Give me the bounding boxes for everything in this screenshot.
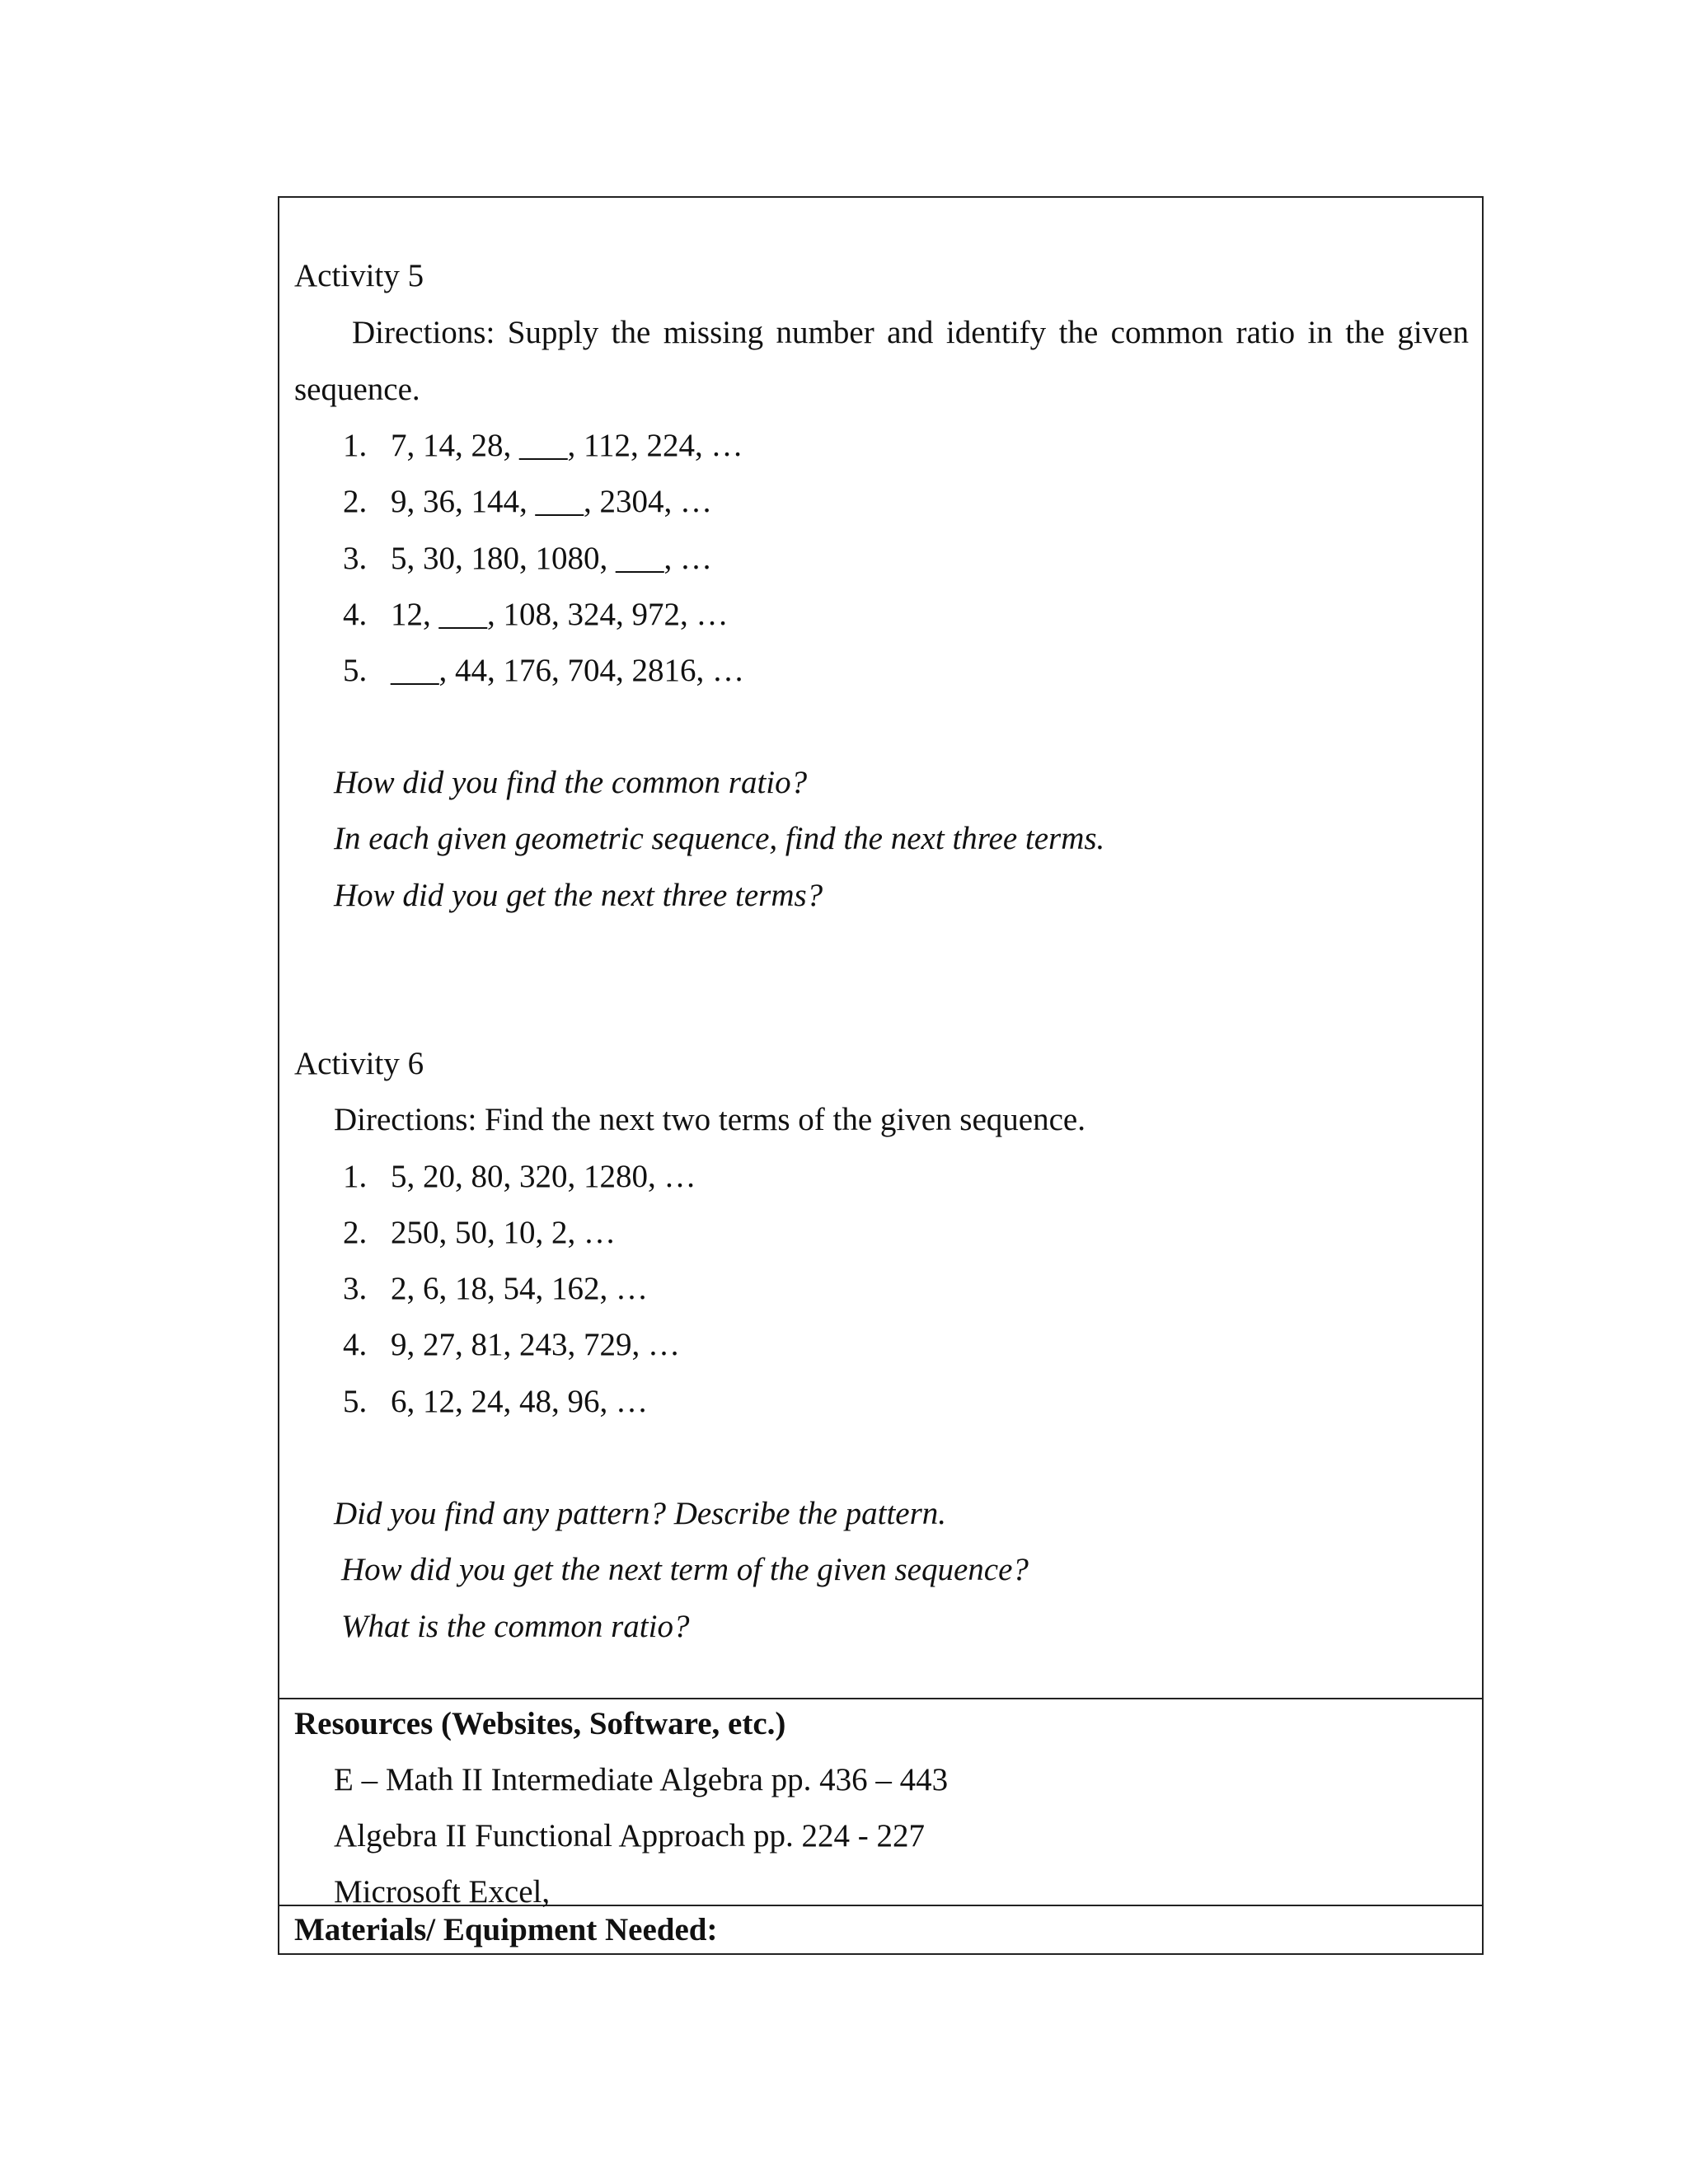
activity5-item: 9, 36, 144, ___, 2304, …: [391, 484, 712, 519]
activity5-item: 12, ___, 108, 324, 972, …: [391, 597, 729, 632]
activity5-directions: Directions: Supply the missing number and identify the common ratio in the given: [352, 315, 1469, 350]
activity6-question: Did you find any pattern? Describe the pattern.: [334, 1496, 947, 1531]
activity6-item: 6, 12, 24, 48, 96, …: [391, 1384, 648, 1419]
activity6-item-number: 2.: [343, 1215, 368, 1250]
activity6-directions: Directions: Find the next two terms of the given sequence.: [334, 1102, 1085, 1137]
materials-cell: [279, 1906, 1482, 1953]
activity5-question: How did you find the common ratio?: [334, 765, 808, 800]
activity5-item-number: 4.: [343, 597, 368, 632]
activity5-title: Activity 5: [294, 258, 424, 293]
activity5-item-number: 5.: [343, 653, 368, 688]
activity6-item-number: 5.: [343, 1384, 368, 1419]
activity5-item: ___, 44, 176, 704, 2816, …: [391, 653, 744, 688]
activity5-item-number: 3.: [343, 541, 368, 576]
activity6-item-number: 4.: [343, 1327, 368, 1362]
resource-item: Microsoft Excel,: [334, 1874, 551, 1910]
activity6-item-number: 1.: [343, 1159, 368, 1194]
activity5-question: In each given geometric sequence, find the next three terms.: [334, 821, 1105, 856]
activity5-question: How did you get the next three terms?: [334, 878, 823, 913]
activity5-item-number: 1.: [343, 428, 368, 463]
materials-heading: Materials/ Equipment Needed:: [294, 1912, 718, 1947]
activity5-item: 7, 14, 28, ___, 112, 224, …: [391, 428, 743, 463]
activity6-item-number: 3.: [343, 1271, 368, 1306]
activity6-question: What is the common ratio?: [341, 1609, 690, 1644]
resources-heading: Resources (Websites, Software, etc.): [294, 1706, 786, 1741]
activities-cell: [279, 198, 1482, 1699]
activity5-directions-cont: sequence.: [294, 372, 420, 407]
activity6-item: 5, 20, 80, 320, 1280, …: [391, 1159, 696, 1194]
activity5-item-number: 2.: [343, 484, 368, 519]
resource-item: Algebra II Functional Approach pp. 224 - 227: [334, 1818, 926, 1854]
activity6-title: Activity 6: [294, 1046, 424, 1081]
resources-cell: [279, 1699, 1482, 1910]
activity5-item: 5, 30, 180, 1080, ___, …: [391, 541, 712, 576]
activity6-item: 2, 6, 18, 54, 162, …: [391, 1271, 648, 1306]
lesson-table: [278, 196, 1484, 1955]
activity6-question: How did you get the next term of the given sequence?: [341, 1552, 1029, 1587]
activity6-item: 250, 50, 10, 2, …: [391, 1215, 616, 1250]
activity6-item: 9, 27, 81, 243, 729, …: [391, 1327, 680, 1362]
resource-item: E – Math II Intermediate Algebra pp. 436 – 443: [334, 1762, 949, 1797]
